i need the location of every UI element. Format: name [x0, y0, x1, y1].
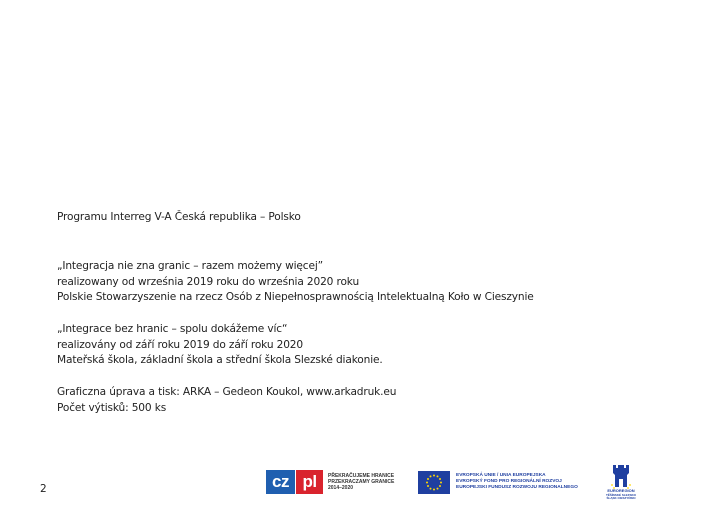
pl-logo-box: pl [296, 470, 323, 494]
czpl-line-2: PRZEKRACZAMY GRANICE [328, 479, 395, 485]
euroregion-sub2: ŚLĄSK CIESZYŃSKI [606, 496, 636, 500]
czech-project-block [57, 322, 383, 369]
czpl-logo-text [328, 473, 394, 491]
euroregion-sub: TĚŠÍNSKÉ SLEZSKO [605, 492, 636, 497]
eu-logo [418, 470, 578, 494]
polish-project-period: realizowany od września 2019 roku do września 2020 roku [57, 275, 360, 288]
page-number: 2 [40, 483, 47, 495]
czpl-logo [266, 470, 394, 494]
polish-project-title: „Integracja nie zna granic – razem możemy więcej” [57, 260, 323, 272]
tower-icon [611, 465, 631, 489]
euroregion-logo [604, 465, 638, 510]
program-text: Programu Interreg V-A Česká republika – Polsko [57, 211, 301, 223]
czpl-line-3: 2014–2020 [328, 485, 354, 491]
eu-flag-icon [418, 471, 450, 494]
czech-project-period: realizovány od září roku 2019 do září roku 2020 [57, 338, 303, 351]
program-line [57, 210, 301, 226]
polish-project-organization: Polskie Stowarzyszenie na rzecz Osób z Niepełnosprawnością Intelektualną Koło w Cieszynie [57, 291, 534, 303]
credits-design: Graficzna úprava a tisk: ARKA – Gedeon Koukol, www.arkadruk.eu [57, 386, 397, 398]
polish-project-block [57, 259, 534, 306]
czech-project-title: „Integrace bez hranic – spolu dokážeme víc“ [57, 323, 288, 335]
czech-project-organization: Mateřská škola, základní škola a střední škola Slezské diakonie. [57, 354, 383, 366]
cz-logo-box: cz [266, 470, 295, 494]
czpl-line-1: PŘEKRAČUJEME HRANICE [328, 473, 395, 479]
eu-logo-text [456, 473, 578, 491]
eu-line-1: EVROPSKÁ UNIE / UNIA EUROPEJSKA [456, 473, 546, 478]
credits-block [57, 385, 396, 416]
eu-line-3: EUROPEJSKI FUNDUSZ ROZWOJU REGIONALNEGO [456, 485, 578, 490]
euroregion-name: EUROREGION [607, 488, 635, 493]
eu-line-2: EVROPSKÝ FOND PRO REGIONÁLNÍ ROZVOJ [456, 479, 562, 484]
credits-copies: Počet výtisků: 500 ks [57, 401, 167, 414]
